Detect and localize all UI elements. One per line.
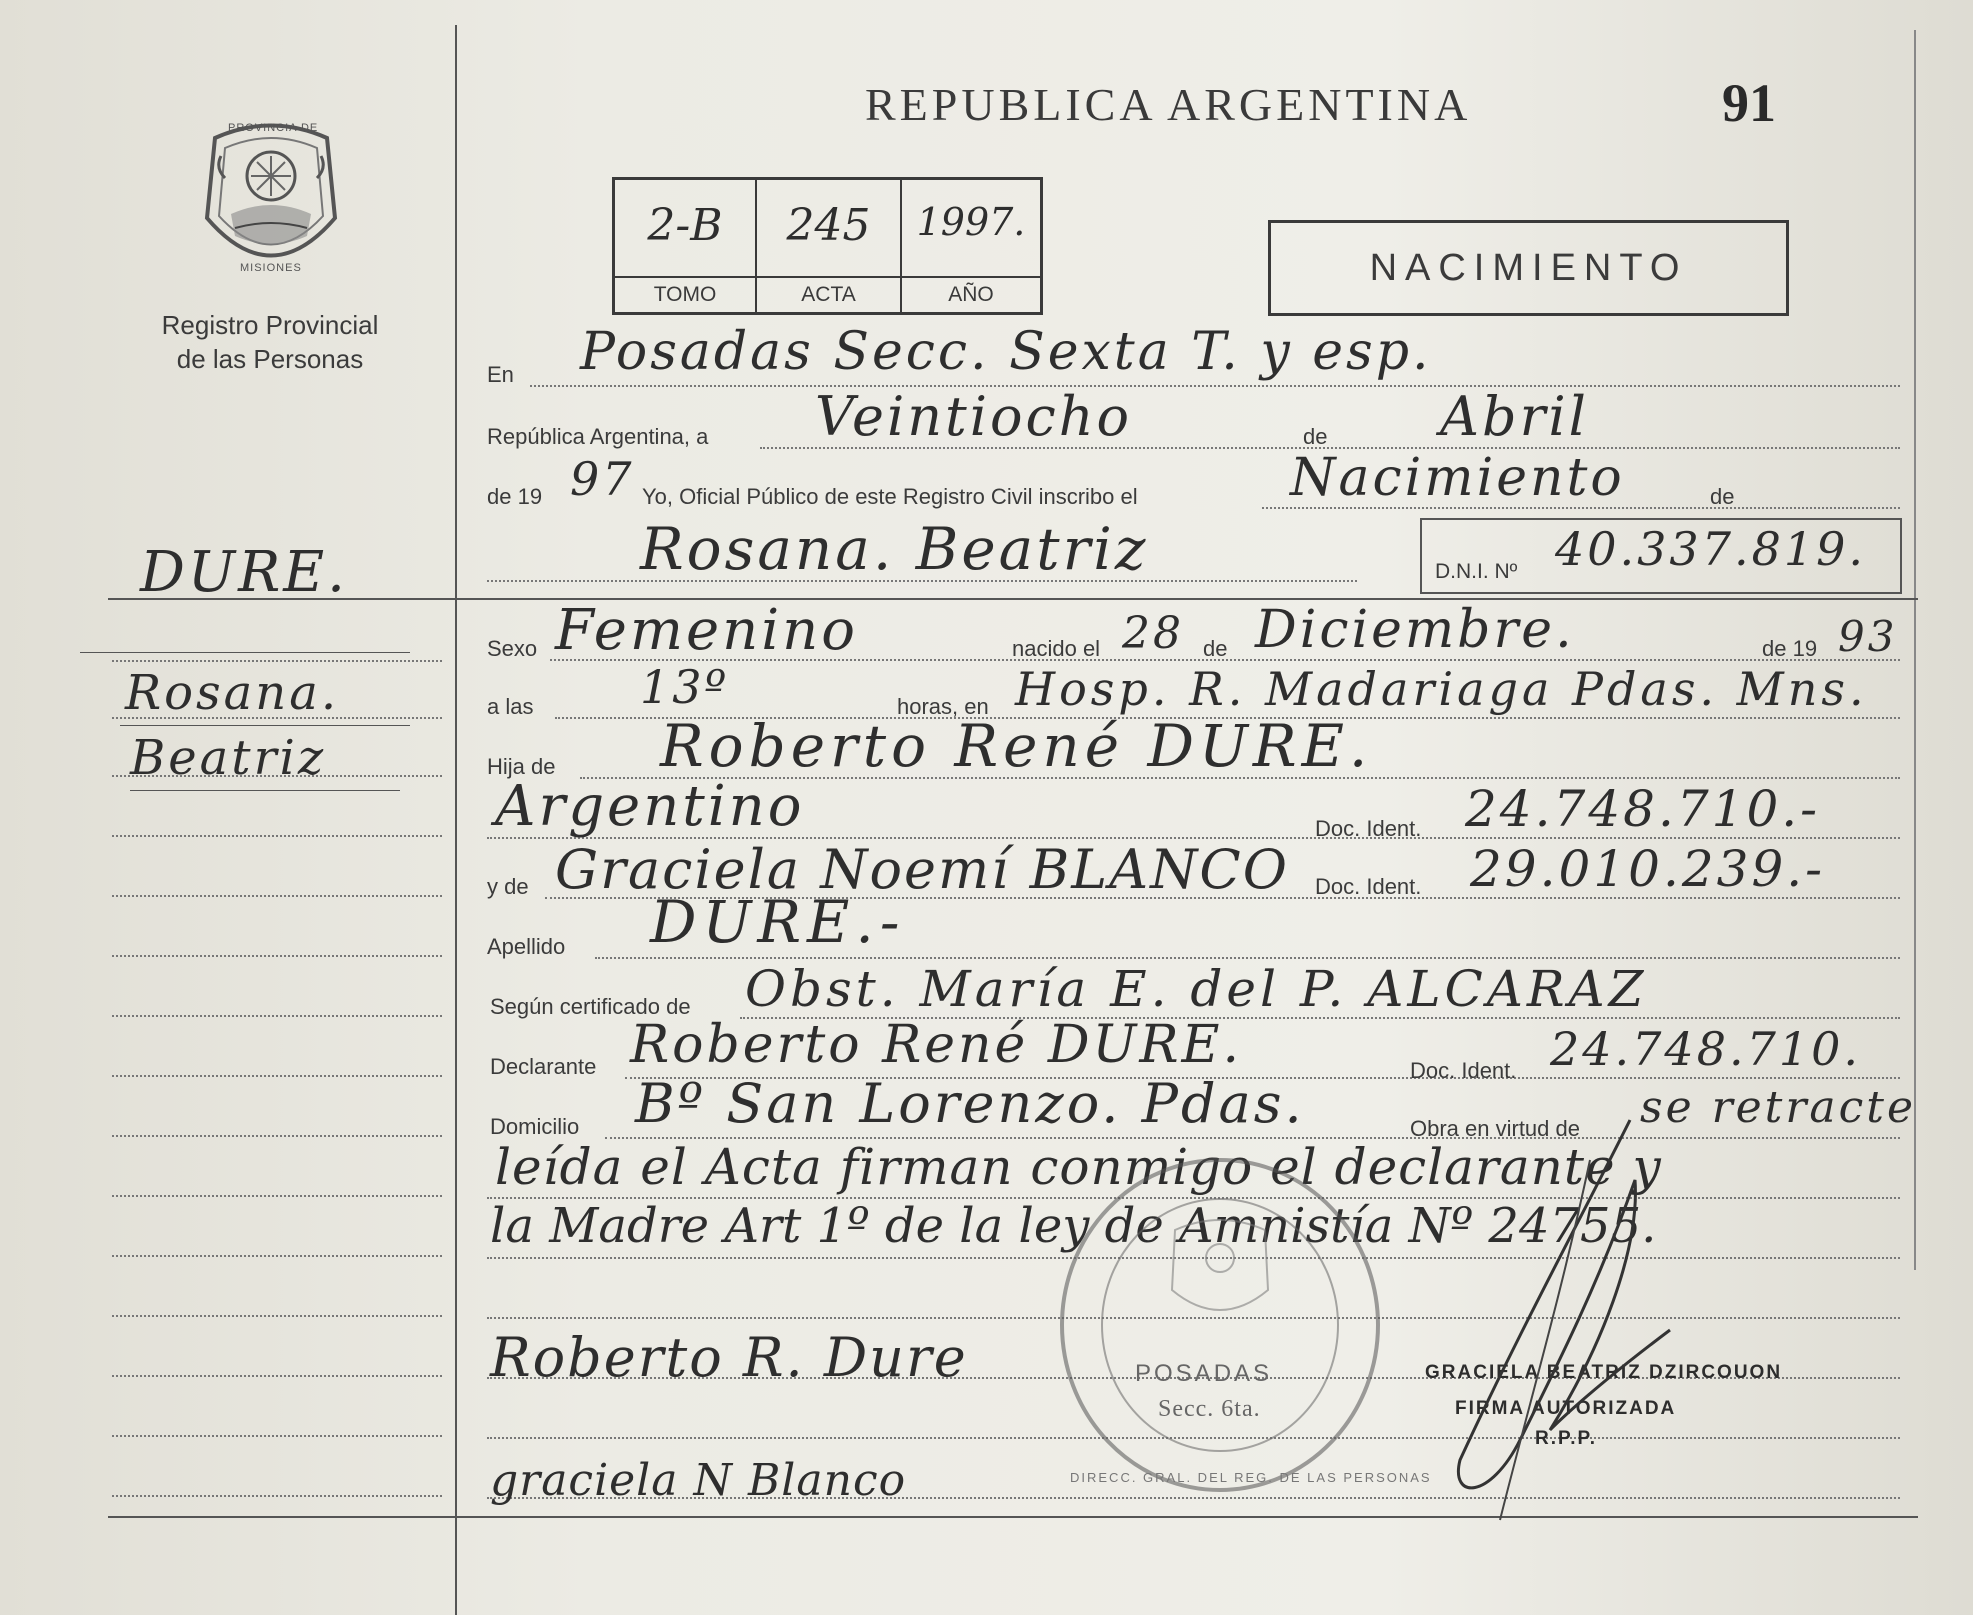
label-doc-3: Doc. Ident. [1410,1058,1517,1083]
label-de-19b: de 19 [1762,636,1818,661]
margin-rule [112,1435,442,1437]
signature-declarant: Roberto R. Dure [490,1326,968,1389]
margin-rule [112,717,442,719]
acta-label: ACTA [757,276,900,312]
entry-birth-year: 93 [1838,612,1898,661]
anio-cell [902,180,1040,312]
anio-label: AÑO [902,276,1040,312]
label-de-3: de [1203,636,1228,661]
margin-rule [112,895,442,897]
registry-name-line1: Registro Provincial [161,310,379,340]
entry-obra: se retracte [1640,1082,1916,1133]
margin-rule [112,1195,442,1197]
tomo-label: TOMO [615,276,755,312]
label-de-2: de [1710,484,1735,509]
document-type-label: NACIMIENTO [1369,246,1688,289]
entry-birth-day: 28 [1122,608,1184,659]
entry-declarant-doc: 24.748.710. [1550,1022,1861,1076]
seal-top-text: PROVINCIA DE [228,122,319,134]
acta-value: 245 [786,200,871,251]
label-oficial: Yo, Oficial Público de este Registro Civil inscribo el [642,484,1138,509]
entry-hour: 13º [640,660,730,714]
label-sexo: Sexo [487,636,538,661]
rule-apellido [595,957,1900,959]
authority-office: R.P.P. [1535,1428,1598,1449]
stamp-city: POSADAS [1135,1360,1273,1387]
entry-nationality: Argentino [495,774,805,839]
entry-day: Veintiocho [815,385,1133,448]
label-de-1: de [1303,424,1328,449]
entry-year: 97 [570,452,635,506]
seal-bottom-text: MISIONES [240,262,302,274]
entry-father-doc: 24.748.710.- [1465,780,1821,838]
margin-name-2: Beatriz [130,730,327,786]
anio-value: 1997. [916,200,1026,244]
entry-mother-doc: 29.010.239.- [1470,840,1826,898]
entry-birth-month: Diciembre. [1255,600,1575,660]
margin-rule [112,1255,442,1257]
entry-birth-place: Hosp. R. Madariaga Pdas. Mns. [1015,662,1868,716]
country-title: REPUBLICA ARGENTINA [865,79,1472,130]
margin-rule [112,1375,442,1377]
entry-mother: Graciela Noemí BLANCO [555,838,1289,901]
margin-surname: DURE. [140,540,348,605]
margin-rule [112,835,442,837]
stamp-ring-text: DIRECC. GRAL. DEL REG. DE LAS PERSONAS [1070,1470,1432,1485]
entry-sex: Femenino [555,598,858,663]
label-obra: Obra en virtud de [1410,1116,1580,1141]
registry-name-line2: de las Personas [176,344,364,374]
margin-rule [112,660,442,662]
margin-rule [112,955,442,957]
margin-underline-3 [130,790,400,791]
authority-title: FIRMA AUTORIZADA [1455,1398,1677,1419]
margin-rule [112,1075,442,1077]
label-a-las: a las [487,694,534,719]
entry-surname: DURE.- [650,888,906,956]
label-doc-1: Doc. Ident. [1315,816,1422,841]
tomo-cell [615,180,757,312]
label-domicilio: Domicilio [490,1114,580,1139]
label-dni: D.N.I. Nº [1435,560,1518,583]
stamp-section: Secc. 6ta. [1158,1396,1261,1422]
label-segun: Según certificado de [490,994,691,1019]
entry-place: Posadas Secc. Sexta T. y esp. [580,322,1432,382]
margin-rule [112,1495,442,1497]
folio-number: 91 [1722,73,1776,133]
entry-inscribe: Nacimiento [1290,448,1625,508]
authority-name: GRACIELA BEATRIZ DZIRCOUON [1425,1362,1783,1383]
label-de-19: de 19 [487,484,543,509]
label-republica: República Argentina, a [487,424,709,449]
official-stamp-icon [1050,1150,1390,1500]
margin-underline-2 [120,725,410,726]
official-signature-icon [1430,1100,1710,1540]
label-y-de: y de [487,874,529,899]
label-doc-2: Doc. Ident. [1315,874,1422,899]
document-type-box [1268,220,1789,316]
margin-rule [112,775,442,777]
entry-address: Bº San Lorenzo. Pdas. [635,1072,1305,1135]
label-horas: horas, en [897,694,989,719]
entry-declarant: Roberto René DURE. [630,1015,1242,1075]
entry-observation-1: leída el Acta firman conmigo el declarante y [495,1138,1662,1196]
margin-name-1: Rosana. [125,665,340,721]
record-number-box [612,177,1043,315]
entry-month: Abril [1440,385,1589,448]
entry-father: Roberto René DURE. [660,712,1373,780]
entry-name: Rosana. Beatriz [640,515,1149,583]
tomo-value: 2-B [647,200,723,251]
entry-certificate: Obst. María E. del P. ALCARAZ [745,960,1648,1018]
entry-observation-2: la Madre Art 1º de la ley de Amnistía Nº 24755. [490,1198,1657,1254]
rule-en [530,385,1900,387]
margin-rule [112,1315,442,1317]
margin-rule [112,1135,442,1137]
margin-rule [112,1015,442,1017]
divider-top-section [108,598,1918,600]
label-en: En [487,362,514,387]
left-column-divider [455,25,457,1615]
label-nacido: nacido el [1012,636,1101,661]
margin-underline-1 [80,652,410,653]
province-seal-icon [195,118,347,283]
label-apellido: Apellido [487,934,566,959]
signature-mother: graciela N Blanco [490,1455,907,1506]
acta-cell [757,180,902,312]
entry-dni: 40.337.819. [1555,522,1866,576]
label-declarante: Declarante [490,1054,597,1079]
label-hija: Hija de [487,754,556,779]
